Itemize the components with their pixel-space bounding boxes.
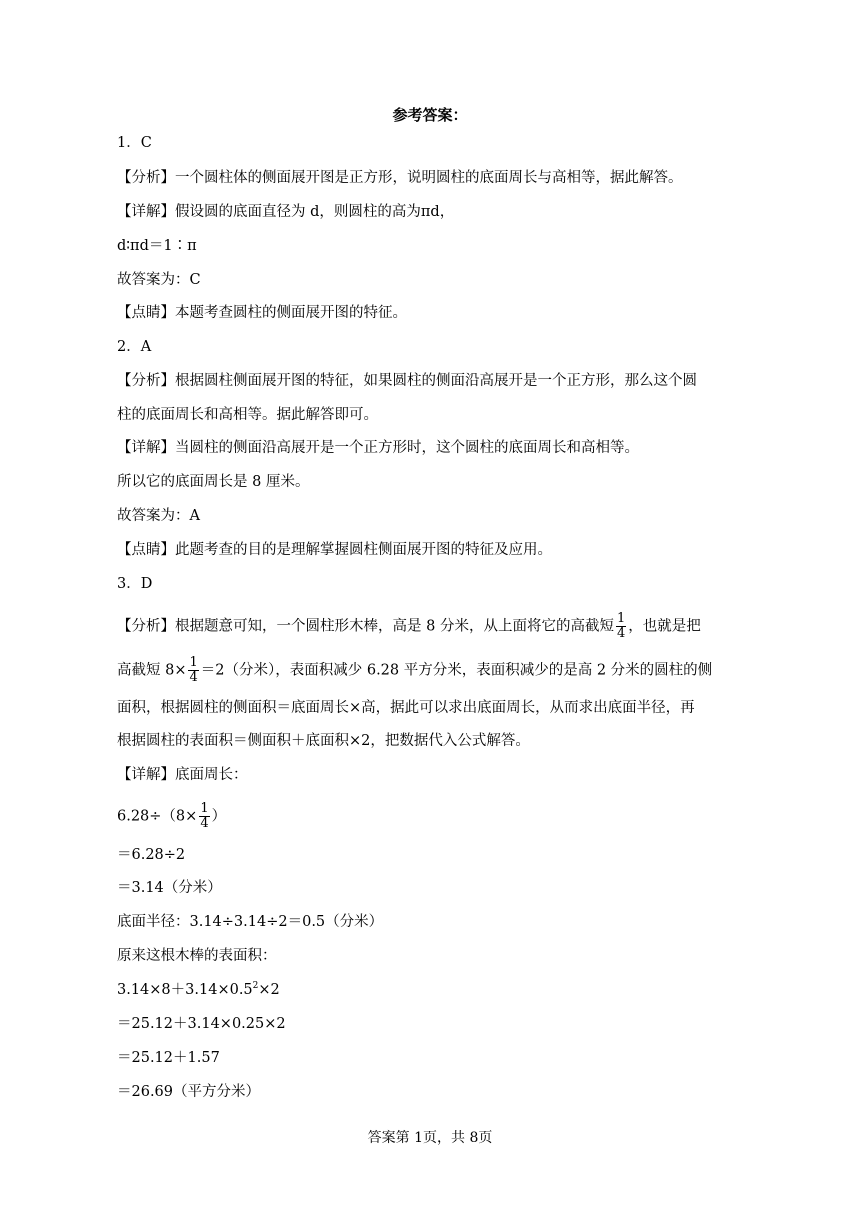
q3-surface-line1-text: 3.14×8＋3.14×0.5: [117, 982, 253, 998]
q3-analysis-line2: [117, 656, 712, 685]
q2-answer: 故答案为：A: [117, 508, 200, 524]
q2-comment: 【点睛】此题考查的目的是理解掌握圆柱侧面展开图的特征及应用。: [117, 542, 552, 558]
q2-analysis-line1: 【分析】根据圆柱侧面展开图的特征，如果圆柱的侧面沿高展开是一个正方形，那么这个圆: [117, 373, 697, 389]
q2-analysis-line2: 柱的底面周长和高相等。据此解答即可。: [117, 407, 378, 423]
q3-calc-line1-tail: ）: [211, 808, 227, 825]
fraction-denominator: 4: [189, 670, 198, 685]
page-footer: 答案第 1页，共 8页: [367, 1130, 493, 1146]
q3-analysis-line1-tail: ，也就是把: [628, 618, 701, 635]
q3-analysis-line2-text: 高截短 8×: [117, 662, 187, 679]
fraction-numerator: 1: [616, 611, 626, 626]
q1-answer: 故答案为：C: [117, 272, 201, 288]
q2-detail: 【详解】当圆柱的侧面沿高展开是一个正方形时，这个圆柱的底面周长和高相等。: [117, 440, 639, 456]
q3-calc-line2: ＝6.28÷2: [117, 847, 186, 863]
q1-comment: 【点睛】本题考查圆柱的侧面展开图的特征。: [117, 305, 407, 321]
fraction-one-quarter: [616, 612, 626, 641]
q3-surface-label: 原来这根木棒的表面积：: [117, 948, 277, 964]
q1-detail: 【详解】假设圆的底面直径为 d，则圆柱的高为πd，: [117, 204, 455, 220]
q3-number: 3．D: [117, 576, 153, 592]
q3-surface-line4: ＝26.69（平方分米）: [117, 1084, 261, 1100]
page-title: 参考答案：: [392, 106, 468, 124]
fraction-denominator: 4: [616, 626, 626, 641]
q3-surface-line1-tail: ×2: [258, 982, 280, 998]
fraction-numerator: 1: [200, 801, 209, 816]
q3-analysis-line4: 根据圆柱的表面积＝侧面积＋底面积×2，把数据代入公式解答。: [117, 733, 530, 749]
q2-conclusion: 所以它的底面周长是 8 厘米。: [117, 474, 310, 490]
q3-calc-line1: [117, 802, 226, 831]
fraction-denominator: 4: [200, 816, 209, 831]
q1-ratio: d∶πd＝1∶π: [117, 238, 197, 254]
q3-analysis-line3: 面积，根据圆柱的侧面积＝底面周长×高，据此可以求出底面周长，从而求出底面半径，再: [117, 700, 695, 716]
fraction-numerator: 1: [189, 655, 198, 670]
square-exponent: 2: [252, 981, 259, 992]
q3-calc-line3: ＝3.14（分米）: [117, 880, 222, 896]
q3-surface-line2: ＝25.12＋3.14×0.25×2: [117, 1016, 286, 1032]
q3-radius: 底面半径：3.14÷3.14÷2＝0.5（分米）: [117, 914, 384, 930]
q3-surface-line3: ＝25.12＋1.57: [117, 1050, 220, 1066]
q1-analysis: 【分析】一个圆柱体的侧面展开图是正方形，说明圆柱的底面周长与高相等，据此解答。: [117, 170, 683, 186]
q3-analysis-line2-tail: ＝2（分米），表面积减少 6.28 平方分米，表面积减少的是高 2 分米的圆柱的侧: [200, 662, 713, 679]
fraction-one-quarter: [199, 802, 209, 831]
q3-detail: 【详解】底面周长：: [117, 767, 248, 783]
q3-calc-line1-text: 6.28÷（8×: [117, 808, 198, 825]
q1-number: 1．C: [117, 135, 152, 151]
q3-analysis-line1: [117, 612, 701, 641]
q3-analysis-line1-text: 【分析】根据题意可知，一个圆柱形木棒，高是 8 分米，从上面将它的高截短: [117, 618, 614, 635]
q2-number: 2．A: [117, 339, 152, 355]
q3-surface-line1: [117, 980, 280, 1000]
fraction-one-quarter: [188, 656, 198, 685]
